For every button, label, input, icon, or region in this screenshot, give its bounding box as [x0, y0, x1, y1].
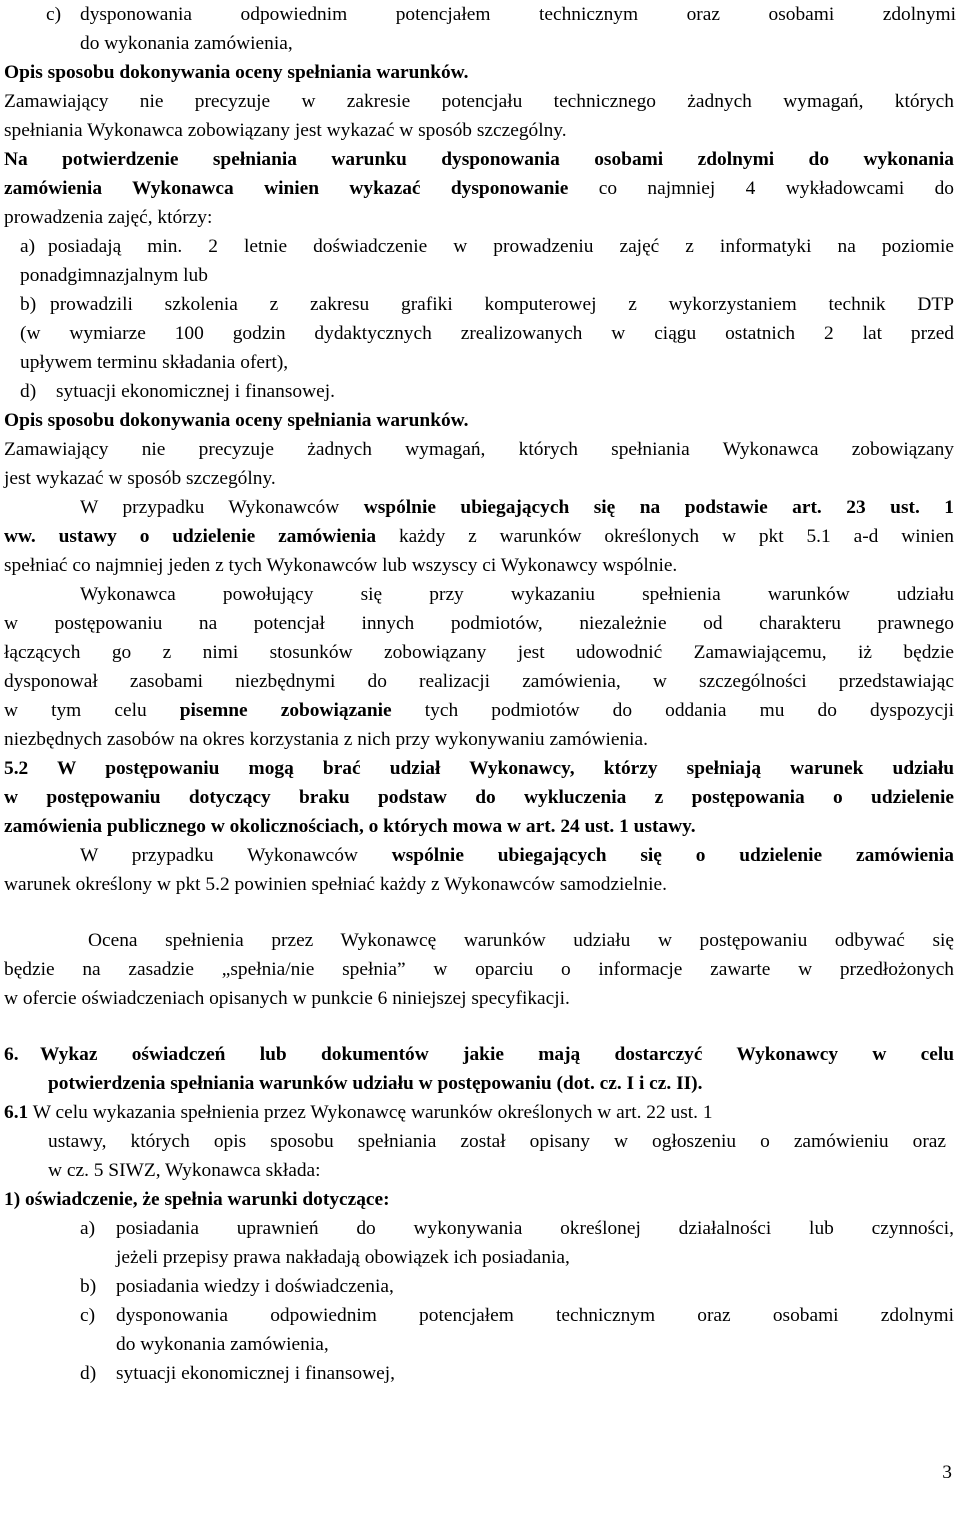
text-line: prowadzenia zajęć, którzy:	[4, 207, 213, 228]
item-label: 6.	[4, 1044, 19, 1065]
text-line: (w wymiarze 100 godzin dydaktycznych zrealizowanych w ciągu ostatnich 2 lat przed	[20, 323, 954, 344]
text-line: w postępowaniu na potencjał innych podmiotów, niezależnie od charakteru prawnego	[4, 613, 954, 634]
text-span: W celu wykazania spełnienia przez Wykonawcę warunków określonych w art. 22 ust. 1	[28, 1102, 713, 1123]
bold-text: ww. ustawy o udzielenie zamówienia	[4, 526, 377, 547]
text-line	[80, 841, 954, 870]
text-span: co najmniej 4 wykładowcami do	[568, 178, 954, 199]
item-text: posiadania uprawnień do wykonywania określonej działalności lub czynności,	[116, 1218, 954, 1239]
text-line: ponadgimnazjalnym lub	[20, 265, 208, 286]
text-line	[4, 174, 954, 203]
item-text: prowadzili szkolenia z zakresu grafiki komputerowej z wykorzystaniem technik DTP	[50, 294, 954, 315]
section-heading: Opis sposobu dokonywania oceny spełniania warunków.	[4, 410, 469, 431]
text-span: W przypadku Wykonawców	[80, 497, 364, 518]
text-line: Ocena spełnienia przez Wykonawcę warunków udziału w postępowaniu odbywać się	[88, 930, 954, 951]
item-label: c)	[80, 1305, 96, 1326]
text-line: do wykonania zamówienia,	[80, 33, 293, 54]
item-label: a)	[80, 1218, 96, 1239]
text-line: w postępowaniu dotyczący braku podstaw do wykluczenia z postępowania o udzielenie	[4, 787, 954, 808]
text-line: Wykonawca powołujący się przy wykazaniu spełnienia warunków udziału	[80, 584, 954, 605]
item-text: posiadają min. 2 letnie doświadczenie w prowadzeniu zajęć z informatyki na poziomie	[48, 236, 954, 257]
text-span: W przypadku Wykonawców	[80, 845, 392, 866]
text-span: tych podmiotów do oddania mu do dyspozycji	[391, 700, 954, 721]
item-text: dysponowania odpowiednim potencjałem technicznym oraz osobami zdolnymi	[116, 1305, 954, 1326]
text-line	[4, 696, 954, 725]
text-line: dysponował zasobami niezbędnymi do realizacji zamówienia, w szczególności przedstawiając	[4, 671, 954, 692]
text-line: Zamawiający nie precyzuje żadnych wymagań, których spełniania Wykonawca zobowiązany	[4, 439, 954, 460]
bold-text: wspólnie ubiegających się na podstawie art. 23 ust. 1	[363, 497, 954, 518]
bold-text: 6.1	[4, 1102, 29, 1123]
text-line: łączących go z nimi stosunków zobowiązany jest udowodnić Zamawiającemu, iż będzie	[4, 642, 954, 663]
text-line: jest wykazać w sposób szczególny.	[4, 468, 276, 489]
text-line	[80, 493, 954, 522]
text-span: w tym celu	[4, 700, 180, 721]
text-line: zamówienia publicznego w okolicznościach, o których mowa w art. 24 ust. 1 ustawy.	[4, 816, 696, 837]
item-text: dysponowania odpowiednim potencjałem technicznym oraz osobami zdolnymi	[80, 4, 956, 25]
text-line	[4, 522, 954, 551]
item-label: d)	[20, 381, 37, 402]
text-line: spełniać co najmniej jeden z tych Wykonawców lub wszyscy ci Wykonawcy wspólnie.	[4, 555, 678, 576]
text-line	[4, 1098, 954, 1127]
text-line: Zamawiający nie precyzuje w zakresie potencjału technicznego żadnych wymagań, których	[4, 91, 954, 112]
item-label: a)	[20, 236, 36, 257]
bold-text: wspólnie ubiegających się o udzielenie zamówienia	[391, 845, 954, 866]
text-span: każdy z warunków określonych w pkt 5.1 a-d winien	[376, 526, 954, 547]
text-line: do wykonania zamówienia,	[116, 1334, 329, 1355]
page-number: 3	[942, 1462, 952, 1483]
text-line: jeżeli przepisy prawa nakładają obowiązek ich posiadania,	[116, 1247, 570, 1268]
item-text: posiadania wiedzy i doświadczenia,	[116, 1276, 394, 1297]
item-text: Wykaz oświadczeń lub dokumentów jakie mają dostarczyć Wykonawcy w celu	[40, 1044, 954, 1065]
text-line: niezbędnych zasobów na okres korzystania z nich przy wykonywaniu zamówienia.	[4, 729, 648, 750]
bold-text: pisemne zobowiązanie	[179, 700, 392, 721]
item-label: c)	[46, 4, 62, 25]
text-line: w ofercie oświadczeniach opisanych w punkcie 6 niniejszej specyfikacji.	[4, 988, 570, 1009]
text-line: w cz. 5 SIWZ, Wykonawca składa:	[48, 1160, 321, 1181]
text-line: będzie na zasadzie „spełnia/nie spełnia” w oparciu o informacje zawarte w przedłożonych	[4, 959, 954, 980]
text-line: warunek określony w pkt 5.2 powinien spełniać każdy z Wykonawców samodzielnie.	[4, 874, 667, 895]
section-heading: 5.2 W postępowaniu mogą brać udział Wykonawcy, którzy spełniają warunek udziału	[4, 758, 954, 779]
item-text: sytuacji ekonomicznej i finansowej,	[116, 1363, 395, 1384]
text-line: potwierdzenia spełniania warunków udziału w postępowaniu (dot. cz. I i cz. II).	[48, 1073, 703, 1094]
text-line: Na potwierdzenie spełniania warunku dysponowania osobami zdolnymi do wykonania	[4, 149, 954, 170]
section-heading: Opis sposobu dokonywania oceny spełniania warunków.	[4, 62, 469, 83]
item-label: d)	[80, 1363, 97, 1384]
text-line: ustawy, których opis sposobu spełniania został opisany w ogłoszeniu o zamówieniu oraz	[48, 1131, 946, 1152]
text-line: spełniania Wykonawca zobowiązany jest wykazać w sposób szczególny.	[4, 120, 567, 141]
item-label: b)	[20, 294, 37, 315]
text-line: upływem terminu składania ofert),	[20, 352, 289, 373]
item-label: b)	[80, 1276, 97, 1297]
bold-text: zamówienia Wykonawca winien wykazać dysponowanie	[4, 178, 569, 199]
section-heading: 1) oświadczenie, że spełnia warunki dotyczące:	[4, 1189, 390, 1210]
item-text: sytuacji ekonomicznej i finansowej.	[56, 381, 335, 402]
